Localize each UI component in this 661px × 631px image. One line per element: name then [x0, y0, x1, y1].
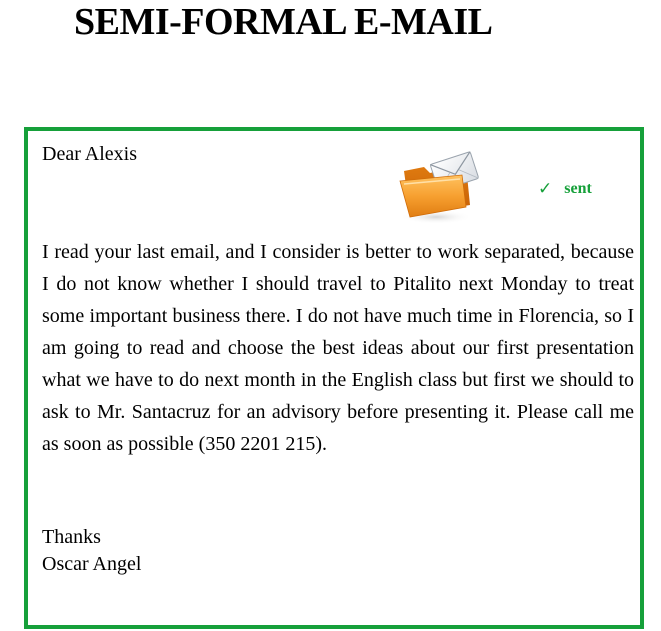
folder-with-envelope-icon [396, 147, 484, 227]
checkmark-icon: ✓ [538, 179, 553, 198]
page-title: SEMI-FORMAL E-MAIL [74, 1, 493, 43]
sent-status [538, 179, 592, 199]
email-closing: Thanks [42, 526, 101, 548]
sent-label: sent [564, 180, 592, 197]
email-signature: Oscar Angel [42, 553, 142, 575]
email-card [24, 127, 644, 629]
email-greeting: Dear Alexis [42, 143, 137, 165]
email-body: I read your last email, and I consider is better to work separated, because I do not know whether I should travel to Pitalito next Monday to treat some important business there. I do not have much time in Florencia, so I am going to read and choose the best ideas about our first presentation what we have to do next month in the English class but first we should to ask to Mr. Santacruz for an advisory before presenting it. Please call me as soon as possible (350 2201 215). [42, 241, 634, 455]
